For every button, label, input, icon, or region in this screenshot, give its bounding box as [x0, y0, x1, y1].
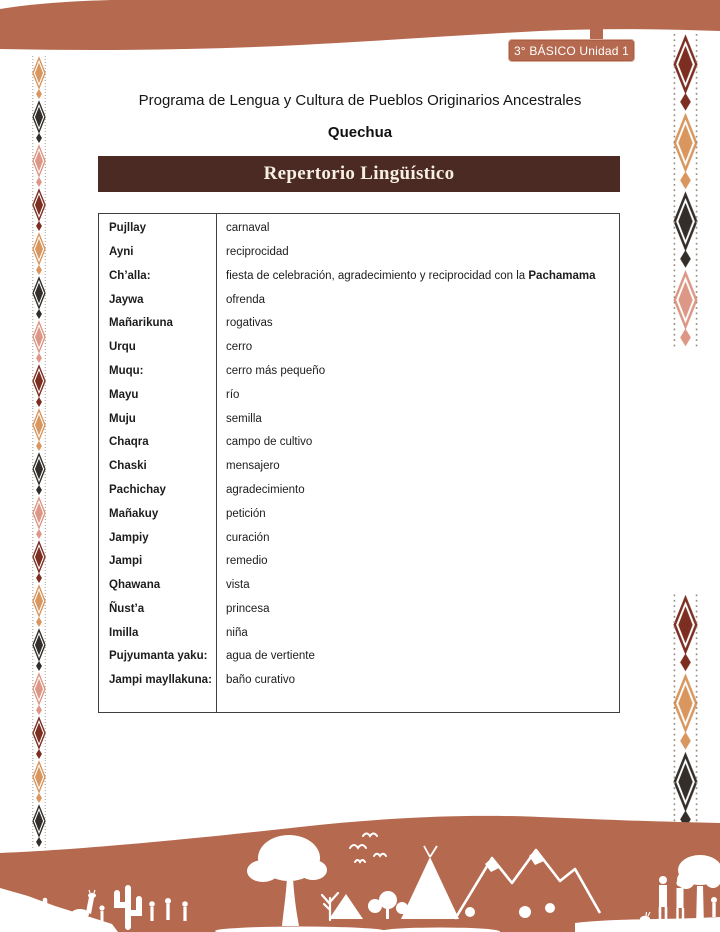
term-cell: Pachichay	[109, 483, 166, 496]
table-row	[99, 431, 619, 455]
term-cell: Chaqra	[109, 436, 149, 449]
term-cell: Jampiy	[109, 531, 149, 544]
definition-text: vista	[226, 579, 250, 592]
term-cell: Muju	[109, 412, 136, 425]
definition-text: petición	[226, 507, 266, 520]
definition-text: cerro	[226, 341, 253, 354]
table-row	[99, 550, 619, 574]
definition-cell	[217, 628, 619, 640]
definition-text: campo de cultivo	[226, 436, 313, 449]
definition-cell	[217, 223, 619, 235]
unit-badge	[508, 39, 635, 62]
definition-bold-text: Pachamama	[528, 269, 596, 282]
definition-cell	[217, 247, 619, 259]
definition-cell	[217, 318, 619, 330]
table-row	[99, 479, 619, 503]
language-title: Quechua	[327, 124, 393, 141]
definition-cell	[217, 533, 619, 545]
definition-text: baño curativo	[226, 674, 296, 687]
term-cell: Ayni	[109, 245, 134, 258]
definition-cell	[217, 580, 619, 592]
table-row	[99, 645, 619, 669]
definition-cell	[217, 675, 619, 687]
definition-cell	[217, 437, 619, 449]
term-cell: Ñust’a	[109, 602, 145, 615]
definition-cell	[217, 366, 619, 378]
table-row	[99, 360, 619, 384]
definition-text: agua de vertiente	[226, 650, 315, 663]
table-row	[99, 265, 619, 289]
definition-text: niña	[226, 626, 248, 639]
glossary-rows	[99, 217, 619, 693]
definition-cell	[217, 390, 619, 402]
term-cell: Ch’alla:	[109, 269, 151, 282]
definition-cell	[217, 485, 619, 497]
glossary-table	[98, 213, 620, 713]
table-row	[99, 407, 619, 431]
definition-text: carnaval	[226, 222, 270, 235]
section-banner	[98, 156, 620, 192]
term-cell: Muqu:	[109, 364, 144, 377]
definition-cell	[217, 461, 619, 473]
table-row	[99, 217, 619, 241]
definition-text: ofrenda	[226, 293, 266, 306]
definition-text: río	[226, 388, 240, 401]
term-cell: Mañarikuna	[109, 317, 173, 330]
term-cell: Pujyumanta yaku:	[109, 650, 208, 663]
definition-cell	[217, 271, 619, 283]
table-row	[99, 241, 619, 265]
definition-text: remedio	[226, 555, 268, 568]
definition-text: princesa	[226, 602, 270, 615]
definition-cell	[217, 604, 619, 616]
textile-border-left	[32, 56, 46, 848]
definition-text: cerro más pequeño	[226, 364, 326, 377]
table-row	[99, 503, 619, 527]
term-cell: Jampi mayllakuna:	[109, 674, 212, 687]
landscape-silhouette	[0, 800, 720, 932]
term-cell: Jaywa	[109, 293, 144, 306]
table-row	[99, 574, 619, 598]
table-row	[99, 288, 619, 312]
definition-cell	[217, 556, 619, 568]
term-cell: Chaski	[109, 460, 147, 473]
term-cell: Imilla	[109, 626, 139, 639]
definition-cell	[217, 342, 619, 354]
table-row	[99, 312, 619, 336]
table-row	[99, 622, 619, 646]
table-row	[99, 598, 619, 622]
definition-text: rogativas	[226, 317, 273, 330]
definition-text: mensajero	[226, 460, 280, 473]
term-cell: Mañakuy	[109, 507, 159, 520]
section-banner-title: Repertorio Lingüístico	[263, 163, 455, 184]
definition-text: fiesta de celebración, agradecimiento y reciprocidad con la	[226, 269, 529, 282]
table-row	[99, 384, 619, 408]
definition-text: curación	[226, 531, 270, 544]
definition-text: agradecimiento	[226, 483, 305, 496]
definition-text: semilla	[226, 412, 262, 425]
definition-cell	[217, 651, 619, 663]
table-row	[99, 669, 619, 693]
table-row	[99, 455, 619, 479]
definition-text: reciprocidad	[226, 245, 289, 258]
definition-cell	[217, 295, 619, 307]
term-cell: Jampi	[109, 555, 143, 568]
definition-cell	[217, 509, 619, 521]
definition-cell	[217, 414, 619, 426]
table-row	[99, 526, 619, 550]
term-cell: Pujllay	[109, 222, 147, 235]
unit-badge-label: 3° BÁSICO Unidad 1	[513, 43, 630, 58]
term-cell: Mayu	[109, 388, 139, 401]
textile-border-right	[673, 34, 698, 824]
program-title: Programa de Lengua y Cultura de Pueblos Originarios Ancestrales	[138, 92, 582, 109]
table-row	[99, 336, 619, 360]
term-cell: Qhawana	[109, 579, 161, 592]
term-cell: Urqu	[109, 341, 136, 354]
